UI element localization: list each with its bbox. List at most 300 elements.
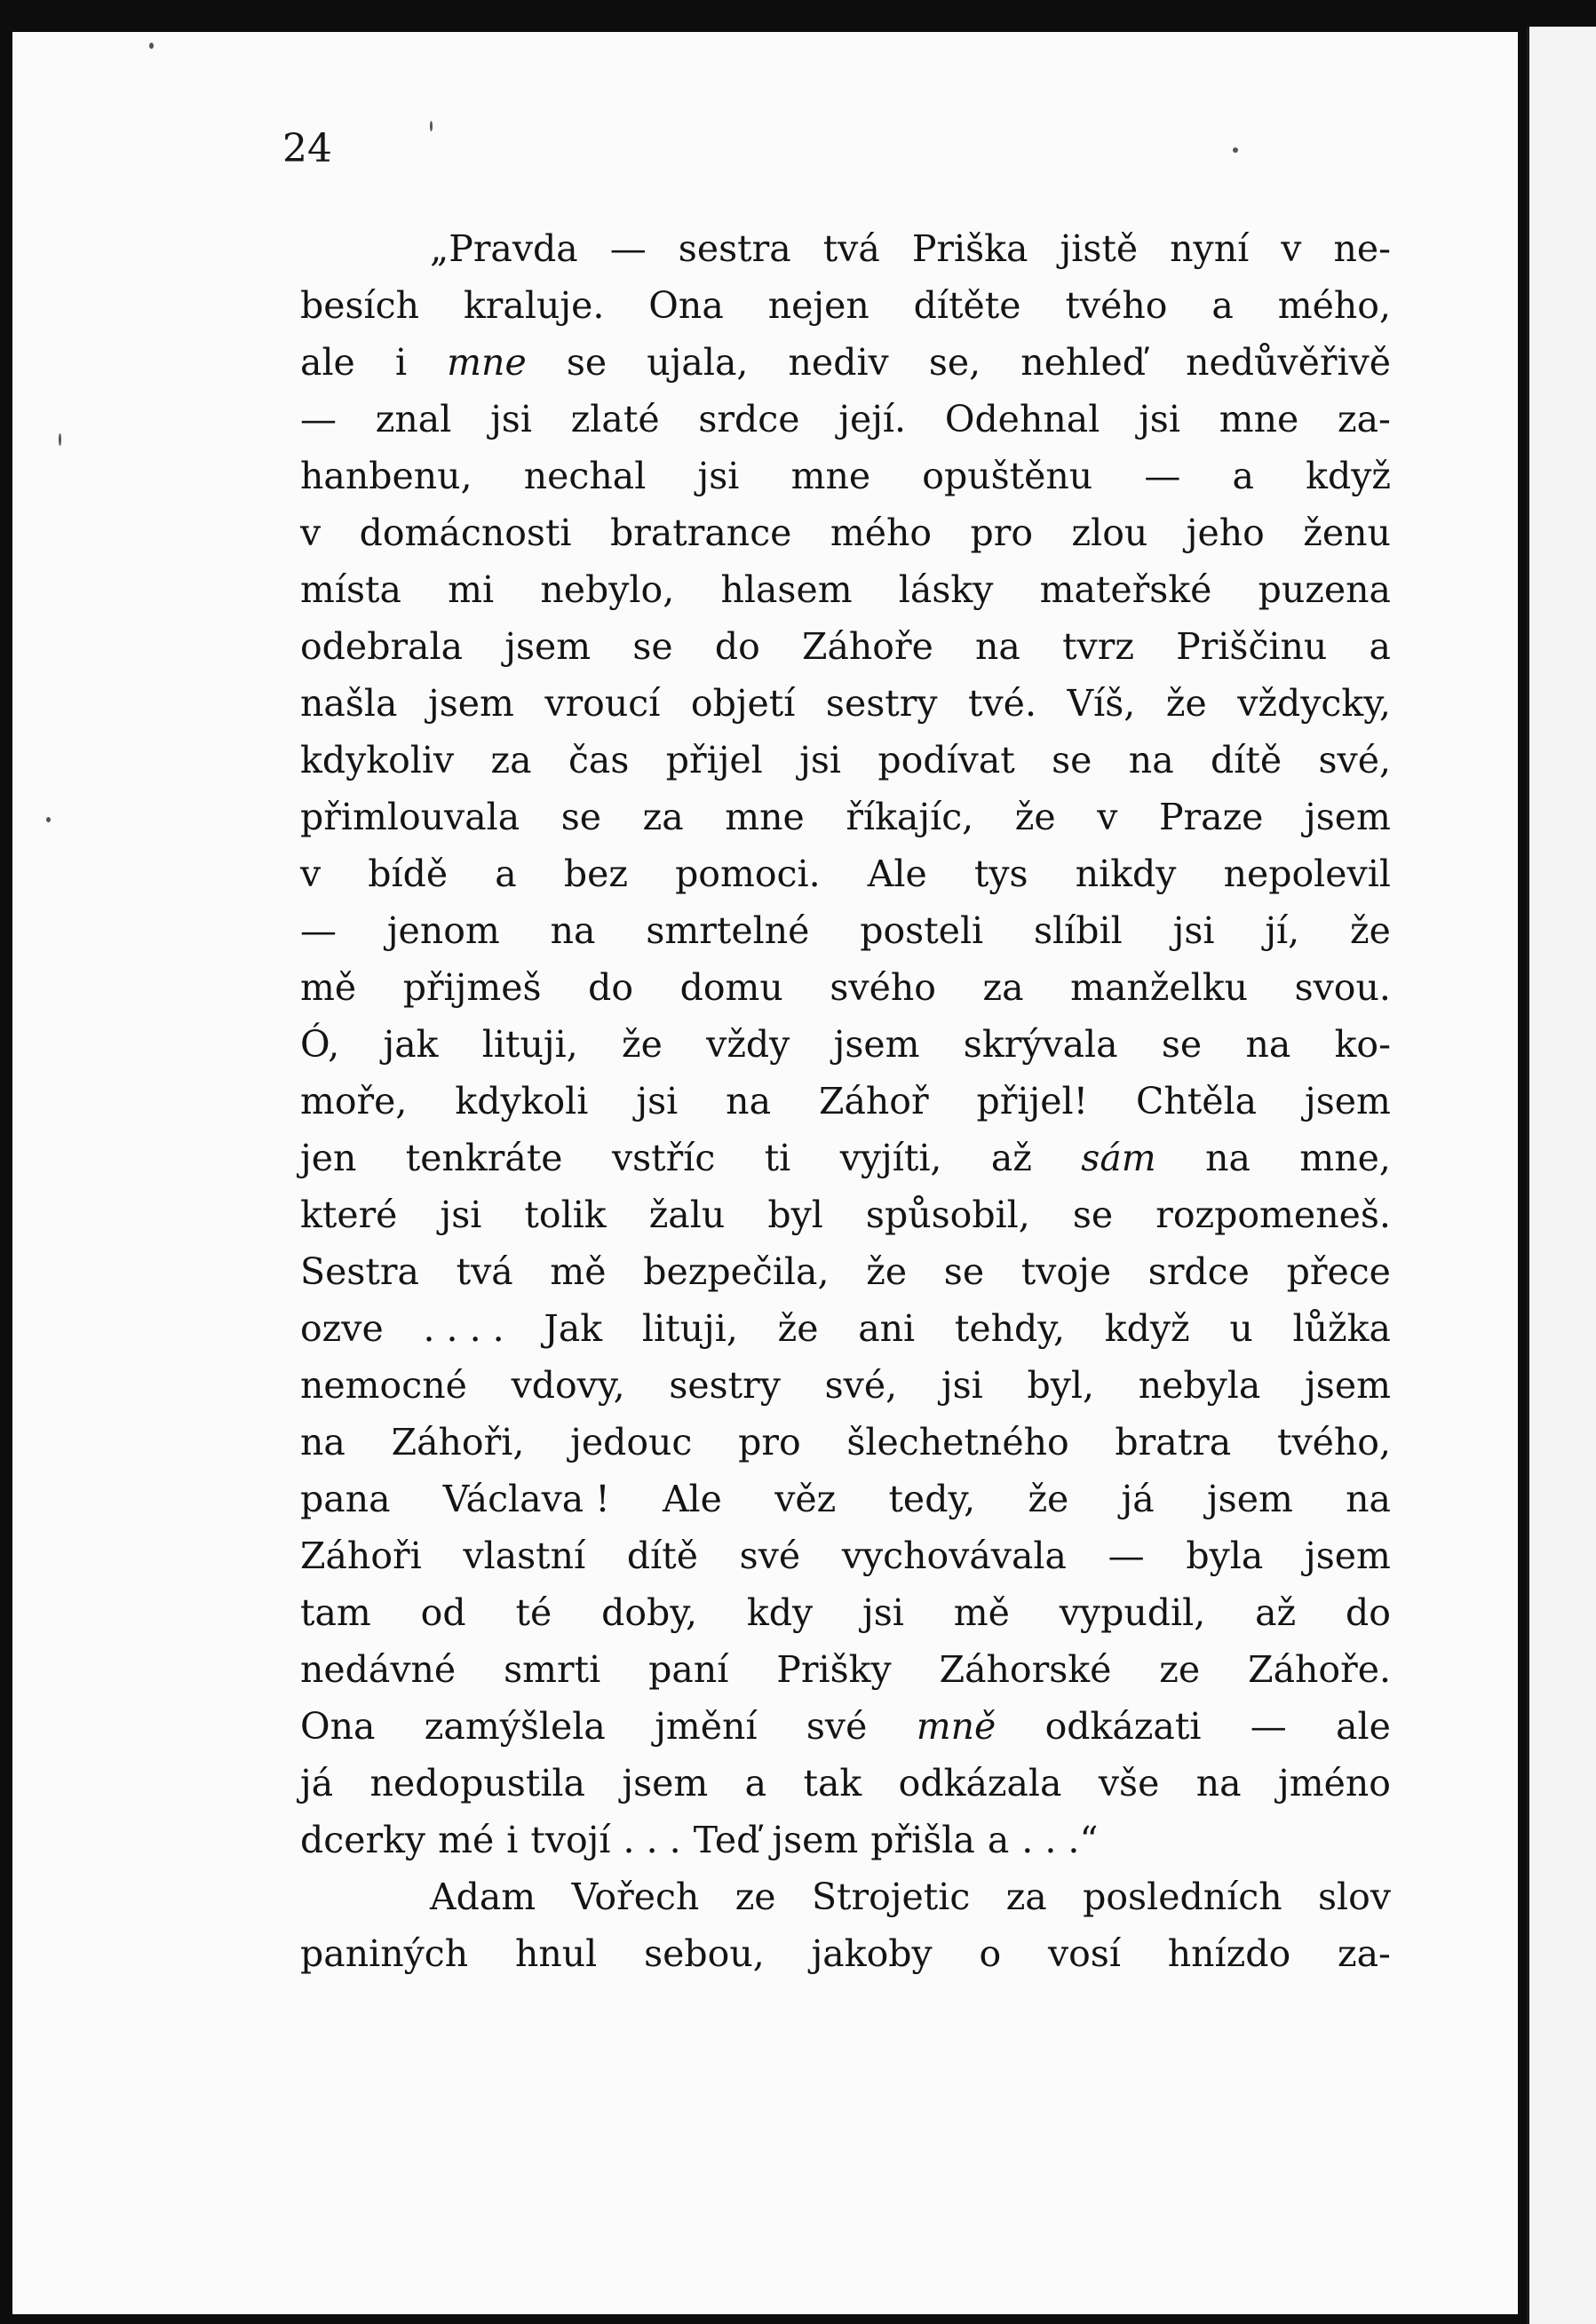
word: nemocné xyxy=(300,1364,467,1407)
word: jedouc xyxy=(570,1421,693,1463)
text-line xyxy=(300,675,1391,732)
text-line xyxy=(300,1698,1391,1755)
word: hanbenu, xyxy=(300,455,472,497)
word: že xyxy=(777,1307,819,1350)
word: vdovy, xyxy=(511,1364,625,1407)
word: že xyxy=(1014,796,1056,838)
text-line xyxy=(300,1300,1391,1357)
text-line xyxy=(300,1527,1391,1584)
word: doby, xyxy=(601,1591,698,1634)
word: že xyxy=(1165,682,1207,725)
word: i xyxy=(506,1819,519,1861)
word: srdce xyxy=(698,398,800,440)
word: jsem xyxy=(1305,796,1391,838)
word: se xyxy=(1052,739,1092,781)
word: jí, xyxy=(1265,909,1300,952)
word: se, xyxy=(928,341,981,384)
word: své, xyxy=(824,1364,898,1407)
word: jsem xyxy=(1305,1535,1391,1577)
word: hlasem xyxy=(720,568,853,611)
word: smrtelné xyxy=(646,909,810,952)
word: jistě xyxy=(1060,227,1139,270)
word: které xyxy=(300,1194,398,1236)
word: na xyxy=(726,1080,772,1122)
word: jsi xyxy=(862,1591,904,1634)
word: jsem xyxy=(833,1023,920,1066)
word: ozve xyxy=(300,1307,384,1350)
word: žalu xyxy=(648,1194,726,1236)
word: u xyxy=(1229,1307,1253,1350)
word: nedůvěřivě xyxy=(1186,341,1391,384)
word: jsem xyxy=(1305,1364,1391,1407)
word: jméno xyxy=(1278,1762,1391,1804)
word: vychovávala xyxy=(841,1535,1067,1577)
word: nejen xyxy=(767,284,869,327)
word: smrti xyxy=(504,1648,601,1691)
word: mne, xyxy=(1299,1137,1391,1179)
word: přijel xyxy=(665,739,763,781)
word: vždy xyxy=(706,1023,790,1066)
word: a xyxy=(987,1819,1010,1861)
word: bratrance xyxy=(609,512,792,554)
word: zamýšlela xyxy=(424,1705,606,1748)
word: nebylo, xyxy=(540,568,675,611)
word: i xyxy=(394,341,408,384)
word: o xyxy=(979,1932,1002,1975)
text-line xyxy=(300,220,1391,277)
body-text xyxy=(300,220,1391,1982)
word: tvojí xyxy=(530,1819,611,1861)
word: tvého, xyxy=(1276,1421,1391,1463)
word: když xyxy=(1104,1307,1190,1350)
word: Chtěla xyxy=(1136,1080,1258,1122)
word: vroucí xyxy=(544,682,661,725)
word: sestry xyxy=(669,1364,781,1407)
word: Prišky xyxy=(776,1648,892,1691)
word: nepolevil xyxy=(1223,853,1391,895)
word: tam xyxy=(300,1591,371,1634)
text-line xyxy=(300,448,1391,504)
word: jsem xyxy=(427,682,514,725)
word: tvoje xyxy=(1020,1250,1112,1293)
word: se xyxy=(560,796,602,838)
text-line xyxy=(300,789,1391,845)
word: mne xyxy=(790,455,871,497)
text-line xyxy=(300,1073,1391,1130)
word: jsem xyxy=(504,625,592,668)
word: moře, xyxy=(300,1080,408,1122)
word: se xyxy=(943,1250,985,1293)
word: skrývala xyxy=(963,1023,1118,1066)
word: mého xyxy=(830,512,933,554)
word: Ale xyxy=(662,1478,722,1520)
word: Ó, xyxy=(300,1023,340,1066)
word: — xyxy=(1250,1705,1287,1748)
word: přimlouvala xyxy=(300,796,520,838)
text-line xyxy=(300,1584,1391,1641)
word: Ona xyxy=(648,284,724,327)
word: do xyxy=(588,966,634,1009)
word: tak xyxy=(803,1762,862,1804)
word: mne xyxy=(725,796,805,838)
word: sestry xyxy=(825,682,938,725)
word: sestra xyxy=(678,227,791,270)
word: byl, xyxy=(1027,1364,1095,1407)
word: odkázala xyxy=(898,1762,1062,1804)
word: vždycky, xyxy=(1237,682,1391,725)
word: mě xyxy=(550,1250,607,1293)
text-line xyxy=(300,504,1391,561)
word: ze xyxy=(734,1876,776,1918)
word: tvrz xyxy=(1062,625,1134,668)
word: dítěte xyxy=(913,284,1021,327)
word: přijel! xyxy=(976,1080,1089,1122)
text-line xyxy=(300,1641,1391,1698)
word: Priška xyxy=(911,227,1028,270)
word: — xyxy=(1108,1535,1145,1577)
word: ko- xyxy=(1334,1023,1391,1066)
word: tehdy, xyxy=(954,1307,1066,1350)
word: na xyxy=(1346,1478,1391,1520)
word: . . . . xyxy=(423,1307,504,1350)
word: že xyxy=(622,1023,663,1066)
word: ženu xyxy=(1303,512,1391,554)
word: byl xyxy=(767,1194,823,1236)
word: a xyxy=(1369,625,1391,668)
word: v xyxy=(300,512,322,554)
word: za xyxy=(642,796,684,838)
word: zlou xyxy=(1071,512,1148,554)
word: že xyxy=(866,1250,908,1293)
word: tvá xyxy=(456,1250,513,1293)
word: nedávné xyxy=(300,1648,457,1691)
word: své xyxy=(739,1535,801,1577)
text-line xyxy=(300,845,1391,902)
text-line xyxy=(300,959,1391,1016)
word: nyní xyxy=(1170,227,1250,270)
word: tys xyxy=(973,853,1028,895)
word: tvá xyxy=(822,227,880,270)
word: jakoby xyxy=(811,1932,933,1975)
word: vosí xyxy=(1047,1932,1121,1975)
word: bezpečila, xyxy=(643,1250,830,1293)
word: objetí xyxy=(690,682,796,725)
word: jsem xyxy=(622,1762,709,1804)
page-number: 24 xyxy=(282,126,332,171)
word: ujala, xyxy=(647,341,749,384)
word: v xyxy=(300,853,322,895)
word: odkázati xyxy=(1044,1705,1202,1748)
word: domu xyxy=(679,966,783,1009)
word: Priščinu xyxy=(1176,625,1328,668)
text-line xyxy=(300,1243,1391,1300)
text-line xyxy=(300,1868,1391,1925)
word: až xyxy=(1255,1591,1297,1634)
word: posledních xyxy=(1083,1876,1282,1918)
word: kdykoliv xyxy=(300,739,455,781)
word: do xyxy=(714,625,760,668)
word: od xyxy=(420,1591,466,1634)
word: opuštěnu xyxy=(922,455,1093,497)
text-line xyxy=(300,334,1391,391)
word: mateřské xyxy=(1039,568,1212,611)
word: na xyxy=(550,909,596,952)
paper-speck xyxy=(46,817,51,822)
word: puzena xyxy=(1258,568,1391,611)
word: mne xyxy=(447,341,527,384)
word: . . . xyxy=(623,1819,681,1861)
word: odebrala xyxy=(300,625,464,668)
word: spůsobil, xyxy=(865,1194,1030,1236)
word: Teď xyxy=(693,1819,760,1861)
word: vše xyxy=(1098,1762,1160,1804)
word: ani xyxy=(858,1307,916,1350)
word: — xyxy=(300,909,337,952)
word: Strojetic xyxy=(811,1876,971,1918)
word: v xyxy=(1281,227,1302,270)
word: Sestra xyxy=(300,1250,419,1293)
word: jenom xyxy=(386,909,500,952)
word: lituji, xyxy=(481,1023,578,1066)
word: Adam xyxy=(430,1876,536,1918)
word: — xyxy=(1144,455,1181,497)
word: vypudil, xyxy=(1059,1591,1206,1634)
word: té xyxy=(515,1591,552,1634)
word: lásky xyxy=(898,568,994,611)
word: až xyxy=(990,1137,1032,1179)
word: a xyxy=(1232,455,1254,497)
text-line xyxy=(300,1016,1391,1073)
word: paniných xyxy=(300,1932,469,1975)
word: za xyxy=(982,966,1024,1009)
word: rozpomeneš. xyxy=(1155,1194,1391,1236)
word: jeho xyxy=(1186,512,1265,554)
word: bratra xyxy=(1115,1421,1232,1463)
text-line xyxy=(300,1471,1391,1527)
word: Víš, xyxy=(1067,682,1136,725)
word: nebyla xyxy=(1138,1364,1261,1407)
word: Vořech xyxy=(571,1876,700,1918)
word: paní xyxy=(648,1648,729,1691)
word: pro xyxy=(970,512,1034,554)
word: přijmeš xyxy=(402,966,542,1009)
word: domácnosti xyxy=(359,512,572,554)
paragraph xyxy=(300,220,1391,1868)
word: pana xyxy=(300,1478,391,1520)
word: Záhoři, xyxy=(391,1421,525,1463)
word: ale xyxy=(1336,1705,1391,1748)
word: jsem xyxy=(1305,1080,1391,1122)
word: šlechetného xyxy=(846,1421,1069,1463)
word: pro xyxy=(738,1421,801,1463)
word: mně xyxy=(916,1705,997,1748)
word: a xyxy=(1211,284,1234,327)
word: jsem xyxy=(1206,1478,1293,1520)
word: za- xyxy=(1338,398,1391,440)
text-line xyxy=(300,1925,1391,1982)
word: místa xyxy=(300,568,401,611)
word: zlaté xyxy=(570,398,660,440)
word: manželku xyxy=(1070,966,1249,1009)
word: mi xyxy=(448,568,495,611)
word: hnízdo xyxy=(1167,1932,1291,1975)
word: na xyxy=(1245,1023,1291,1066)
word: jsi xyxy=(799,739,842,781)
word: Praze xyxy=(1158,796,1264,838)
word: vyjíti, xyxy=(839,1137,942,1179)
text-line xyxy=(300,1186,1391,1243)
word: na xyxy=(1195,1762,1242,1804)
word: Záhoři xyxy=(300,1535,422,1577)
word: mého, xyxy=(1277,284,1391,327)
word: Václava ! xyxy=(442,1478,610,1520)
text-line xyxy=(300,902,1391,959)
word: tedy, xyxy=(888,1478,976,1520)
text-line xyxy=(300,1414,1391,1471)
text-line xyxy=(300,1812,1391,1868)
word: . . .“ xyxy=(1021,1819,1099,1861)
word: dítě xyxy=(626,1535,698,1577)
word: že xyxy=(1028,1478,1069,1520)
word: tenkráte xyxy=(405,1137,563,1179)
word: když xyxy=(1306,455,1391,497)
word: se xyxy=(1072,1194,1114,1236)
paper-speck xyxy=(59,433,61,446)
word: svou. xyxy=(1294,966,1391,1009)
text-line xyxy=(300,618,1391,675)
word: jsem xyxy=(772,1819,859,1861)
word: Odehnal xyxy=(944,398,1100,440)
word: jen xyxy=(300,1137,357,1179)
word: svého xyxy=(830,966,936,1009)
word: nikdy xyxy=(1075,853,1177,895)
word: mě xyxy=(953,1591,1010,1634)
word: našla xyxy=(300,682,398,725)
word: lituji, xyxy=(641,1307,738,1350)
word: mě xyxy=(300,966,357,1009)
word: znal xyxy=(375,398,452,440)
word: do xyxy=(1346,1591,1391,1634)
word: jsi xyxy=(440,1194,482,1236)
word: jsi xyxy=(941,1364,983,1407)
word: Záhoř xyxy=(818,1080,929,1122)
text-line xyxy=(300,1130,1391,1186)
word: na xyxy=(1205,1137,1251,1179)
word: mé xyxy=(438,1819,495,1861)
word: jsi xyxy=(1172,909,1215,952)
word: srdce xyxy=(1147,1250,1250,1293)
word: Ale xyxy=(867,853,927,895)
word: čas xyxy=(568,739,630,781)
word: kraluje. xyxy=(463,284,605,327)
word: slíbil xyxy=(1034,909,1123,952)
text-line xyxy=(300,277,1391,334)
word: pomoci. xyxy=(675,853,821,895)
word: a xyxy=(495,853,517,895)
word: posteli xyxy=(860,909,984,952)
word: kdykoli xyxy=(455,1080,589,1122)
word: jsi xyxy=(697,455,740,497)
word: dcerky xyxy=(300,1819,426,1861)
word: ze xyxy=(1159,1648,1201,1691)
word: říkajíc, xyxy=(846,796,974,838)
paper-speck xyxy=(1233,147,1238,153)
word: a xyxy=(744,1762,767,1804)
word: kdy xyxy=(746,1591,814,1634)
word: já xyxy=(300,1762,334,1804)
word: přece xyxy=(1286,1250,1391,1293)
word: za- xyxy=(1338,1932,1391,1975)
word: ti xyxy=(764,1137,791,1179)
word: za xyxy=(1005,1876,1047,1918)
paper-speck xyxy=(430,121,433,131)
paragraph xyxy=(300,1868,1391,1982)
word: tvé. xyxy=(968,682,1036,725)
word: její. xyxy=(838,398,907,440)
word: — xyxy=(609,227,647,270)
word: za xyxy=(490,739,532,781)
adjacent-page-edge xyxy=(1527,27,1596,2324)
word: jsi xyxy=(490,398,532,440)
text-line xyxy=(300,732,1391,789)
word: vlastní xyxy=(463,1535,586,1577)
word: Jak xyxy=(544,1307,603,1350)
word: vstříc xyxy=(611,1137,716,1179)
word: sebou, xyxy=(644,1932,765,1975)
word: nechal xyxy=(523,455,647,497)
word: besích xyxy=(300,284,420,327)
word: se xyxy=(632,625,673,668)
word: dítě xyxy=(1211,739,1282,781)
word: Ona xyxy=(300,1705,376,1748)
word: „Pravda xyxy=(430,227,578,270)
text-line xyxy=(300,561,1391,618)
word: Záhoře xyxy=(801,625,933,668)
word: jsi xyxy=(636,1080,679,1122)
word: ale xyxy=(300,341,355,384)
word: nediv xyxy=(788,341,889,384)
word: — xyxy=(300,398,337,440)
word: přišla xyxy=(870,1819,975,1861)
word: slov xyxy=(1317,1876,1391,1918)
word: jak xyxy=(383,1023,439,1066)
word: jmění xyxy=(655,1705,758,1748)
word: své xyxy=(806,1705,868,1748)
word: Záhoře. xyxy=(1248,1648,1391,1691)
word: hnul xyxy=(514,1932,598,1975)
word: bez xyxy=(563,853,628,895)
word: že xyxy=(1350,909,1391,952)
word: lůžka xyxy=(1292,1307,1391,1350)
word: věz xyxy=(774,1478,837,1520)
word: své, xyxy=(1318,739,1391,781)
word: tolik xyxy=(524,1194,607,1236)
text-line xyxy=(300,1755,1391,1812)
word: nedopustila xyxy=(369,1762,585,1804)
word: tvého xyxy=(1065,284,1168,327)
word: na xyxy=(1128,739,1174,781)
text-line xyxy=(300,1357,1391,1414)
word: jsi xyxy=(1139,398,1180,440)
word: podívat xyxy=(877,739,1015,781)
word: na xyxy=(975,625,1020,668)
word: v xyxy=(1097,796,1118,838)
word: mne xyxy=(1219,398,1299,440)
word: Záhorské xyxy=(939,1648,1112,1691)
word: se xyxy=(1161,1023,1203,1066)
word: ne- xyxy=(1333,227,1391,270)
word: na xyxy=(300,1421,345,1463)
